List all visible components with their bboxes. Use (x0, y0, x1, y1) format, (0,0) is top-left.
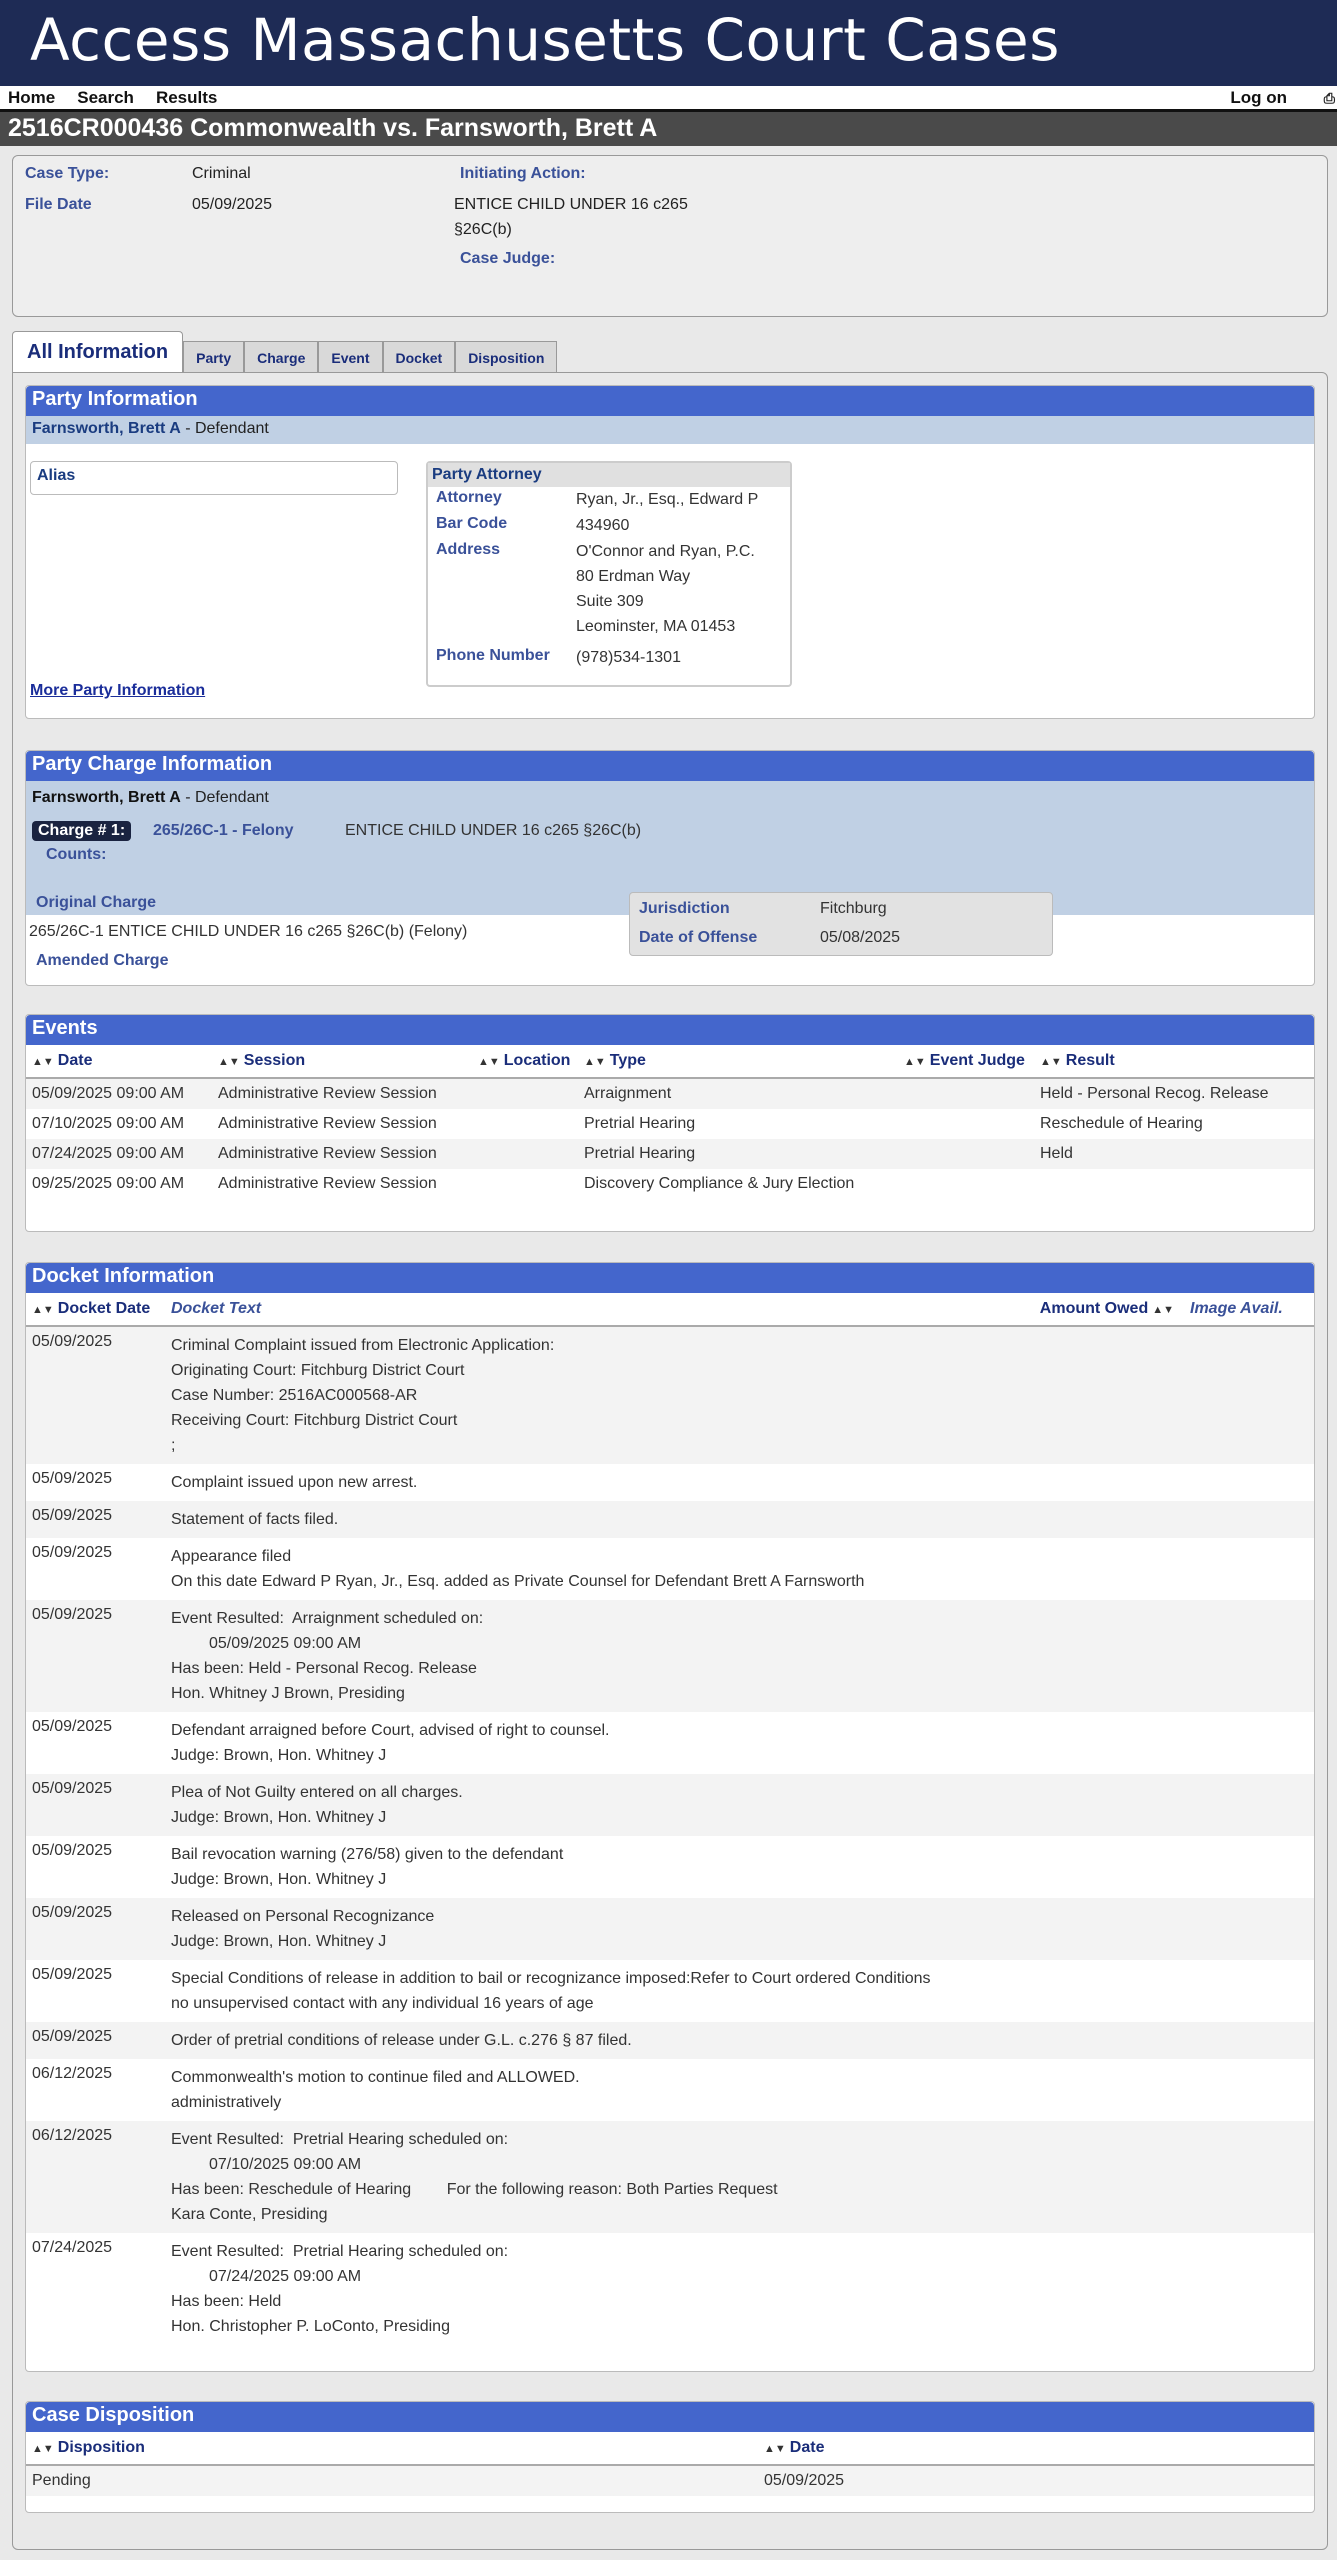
docket-text (165, 1326, 1034, 1464)
charge-code: 265/26C-1 - Felony (153, 822, 294, 839)
docket-text-line: Originating Court: Fitchburg District Court (171, 1362, 465, 1379)
docket-text (165, 1464, 1034, 1501)
docket-amount (1034, 2022, 1184, 2059)
event-location (472, 1109, 578, 1139)
docket-date: 05/09/2025 (32, 1966, 113, 1983)
log-on-link[interactable]: Log on (1230, 87, 1287, 107)
event-type: Arraignment (578, 1078, 898, 1109)
initiating-action-label: Initiating Action: (460, 165, 586, 182)
event-location (472, 1078, 578, 1109)
event-row (26, 1139, 1314, 1169)
docket-text-line: Special Conditions of release in addition to bail or recognizance imposed:Refer to Court ordered Conditions (171, 1970, 931, 1987)
more-party-information-link[interactable]: More Party Information (30, 682, 206, 699)
party-charge-panel (25, 750, 1315, 986)
docket-text-line: Case Number: 2516AC000568-AR (171, 1387, 418, 1404)
event-date: 05/09/2025 09:00 AM (26, 1078, 212, 1109)
docket-date: 05/09/2025 (32, 1718, 113, 1735)
event-judge (898, 1109, 1034, 1139)
docket-text-line: On this date Edward P Ryan, Jr., Esq. added as Private Counsel for Defendant Brett A Farnsworth (171, 1573, 865, 1590)
docket-date: 05/09/2025 (26, 1600, 165, 1712)
party-subheader (26, 416, 1314, 444)
event-type: Pretrial Hearing (584, 1115, 696, 1132)
docket-amount (1034, 1600, 1184, 1712)
event-judge (898, 1169, 1034, 1199)
nav-results-link[interactable]: Results (155, 87, 218, 107)
docket-amount (1034, 2059, 1184, 2121)
disposition-row (26, 2465, 1314, 2496)
event-row (26, 1169, 1314, 1199)
docket-col-text: Docket Text (165, 1293, 1034, 1326)
counts-label: Counts: (46, 846, 107, 863)
docket-text-line: Event Resulted: Arraignment scheduled on: (171, 1610, 484, 1627)
events-col-type[interactable]: ▲▼ Type (578, 1045, 898, 1078)
docket-col-image: Image Avail. (1184, 1293, 1314, 1326)
event-judge (898, 1078, 1034, 1109)
events-panel (25, 1014, 1315, 1232)
docket-date: 06/12/2025 (26, 2121, 165, 2233)
phone-number-label: Phone Number (436, 647, 550, 664)
docket-text-line: Hon. Whitney J Brown, Presiding (171, 1685, 405, 1702)
docket-image (1184, 1464, 1314, 1501)
docket-row (26, 1898, 1314, 1960)
events-col-session[interactable]: ▲▼ Session (212, 1045, 472, 1078)
docket-amount (1034, 2121, 1184, 2233)
date-of-offense-label: Date of Offense (639, 929, 758, 946)
docket-row (26, 1774, 1314, 1836)
original-charge-label: Original Charge (36, 894, 157, 911)
sort-icon: ▲▼ (764, 2443, 786, 2455)
docket-date: 05/09/2025 (26, 1326, 165, 1464)
event-location (472, 1169, 578, 1199)
address-line: 80 Erdman Way (576, 568, 691, 585)
event-session: Administrative Review Session (212, 1078, 472, 1109)
file-date-label: File Date (25, 196, 92, 213)
docket-row (26, 2022, 1314, 2059)
docket-image (1184, 1836, 1314, 1898)
docket-text-line: Appearance filed (171, 1548, 292, 1565)
docket-text-line: 07/24/2025 09:00 AM (209, 2268, 362, 2285)
docket-row (26, 2121, 1314, 2233)
printer-icon[interactable]: ⎙ (1323, 90, 1335, 106)
docket-text-line: Criminal Complaint issued from Electronic Application: (171, 1337, 555, 1354)
docket-amount (1034, 1501, 1184, 1538)
docket-date: 05/09/2025 (26, 1898, 165, 1960)
tab-content (12, 372, 1328, 2550)
docket-image (1184, 1538, 1314, 1600)
case-title-bar (0, 112, 1337, 146)
party-name: Farnsworth, Brett A (32, 420, 181, 437)
docket-row (26, 2233, 1314, 2345)
tab-disposition[interactable]: Disposition (455, 341, 557, 373)
address-line: Leominster, MA 01453 (576, 618, 736, 635)
docket-text (165, 1960, 1034, 2022)
docket-text-line: Has been: Reschedule of Hearing For the following reason: Both Parties Request (171, 2181, 778, 2198)
event-date: 07/10/2025 09:00 AM (32, 1115, 185, 1132)
docket-row (26, 1501, 1314, 1538)
disposition-table (26, 2432, 1314, 2496)
sort-icon: ▲▼ (478, 1056, 500, 1068)
docket-text (165, 1898, 1034, 1960)
docket-image (1184, 1774, 1314, 1836)
docket-text-line: Judge: Brown, Hon. Whitney J (171, 1809, 387, 1826)
docket-row (26, 1326, 1314, 1464)
jurisdiction-value: Fitchburg (820, 900, 887, 917)
events-col-date[interactable]: ▲▼ Date (26, 1045, 212, 1078)
jurisdiction-box (629, 892, 1053, 956)
docket-text-line: Event Resulted: Pretrial Hearing scheduled on: (171, 2243, 509, 2260)
sort-icon: ▲▼ (1152, 1304, 1174, 1316)
docket-text (165, 2121, 1034, 2233)
charge-party-name: Farnsworth, Brett A (32, 789, 181, 806)
docket-row (26, 1600, 1314, 1712)
docket-amount (1034, 1836, 1184, 1898)
event-session: Administrative Review Session (218, 1115, 437, 1132)
charge-party-role: - Defendant (180, 789, 269, 806)
initiating-action-line2: §26C(b) (454, 221, 512, 238)
docket-text (165, 1836, 1034, 1898)
events-col-result[interactable]: ▲▼ Result (1034, 1045, 1314, 1078)
docket-text-line: Judge: Brown, Hon. Whitney J (171, 1747, 387, 1764)
case-type-value: Criminal (192, 165, 251, 182)
sort-icon: ▲▼ (1040, 1056, 1062, 1068)
case-type-label: Case Type: (25, 165, 110, 182)
docket-text (165, 2233, 1034, 2345)
attorney-label: Attorney (436, 489, 502, 506)
amended-charge-label: Amended Charge (36, 952, 169, 969)
docket-date: 07/24/2025 (32, 2239, 113, 2256)
docket-text-line: Has been: Held (171, 2293, 282, 2310)
docket-image (1184, 2022, 1314, 2059)
site-title: Access Massachusetts Court Cases (30, 6, 1060, 74)
events-header: Events (26, 1015, 1314, 1045)
tab-event[interactable]: Event (318, 341, 382, 373)
sort-icon: ▲▼ (904, 1056, 926, 1068)
docket-row (26, 2059, 1314, 2121)
docket-row (26, 1538, 1314, 1600)
docket-table (26, 1293, 1314, 2345)
docket-text (165, 1600, 1034, 1712)
address-value (576, 539, 755, 639)
docket-text (165, 1538, 1034, 1600)
file-date-value: 05/09/2025 (192, 196, 273, 213)
event-result: Held (1034, 1139, 1314, 1169)
docket-image (1184, 1501, 1314, 1538)
docket-amount (1034, 1774, 1184, 1836)
docket-header: Docket Information (26, 1263, 1314, 1293)
phone-number-value: (978)534-1301 (576, 649, 681, 666)
alias-label: Alias (37, 467, 76, 484)
case-disposition-header: Case Disposition (26, 2402, 1314, 2432)
docket-image (1184, 1960, 1314, 2022)
party-role: - Defendant (180, 420, 269, 437)
nav-home-link[interactable]: Home (8, 87, 56, 107)
disposition-col-date[interactable]: ▲▼ Date (758, 2432, 1314, 2465)
event-date: 09/25/2025 09:00 AM (32, 1175, 185, 1192)
docket-text-line: ; (171, 1437, 176, 1454)
docket-date: 05/09/2025 (32, 1470, 113, 1487)
tab-all-information[interactable]: All Information (12, 331, 183, 373)
case-judge-label: Case Judge: (460, 250, 556, 267)
event-judge (898, 1139, 1034, 1169)
docket-row (26, 1712, 1314, 1774)
docket-text-line: no unsupervised contact with any individual 16 years of age (171, 1995, 594, 2012)
date-of-offense-value: 05/08/2025 (820, 929, 901, 946)
party-charge-header: Party Charge Information (26, 751, 1314, 781)
docket-image (1184, 1326, 1314, 1464)
attorney-value: Ryan, Jr., Esq., Edward P (576, 491, 759, 508)
docket-date: 05/09/2025 (32, 1842, 113, 1859)
sort-icon: ▲▼ (218, 1056, 240, 1068)
event-result: Reschedule of Hearing (1040, 1115, 1203, 1132)
docket-text-line: Has been: Held - Personal Recog. Release (171, 1660, 477, 1677)
docket-text-line: Released on Personal Recognizance (171, 1908, 435, 1925)
event-date: 07/24/2025 09:00 AM (26, 1139, 212, 1169)
sort-icon: ▲▼ (32, 2443, 54, 2455)
docket-text (165, 1712, 1034, 1774)
docket-panel (25, 1262, 1315, 2372)
events-table (26, 1045, 1314, 1199)
docket-date: 05/09/2025 (26, 2022, 165, 2059)
site-banner (0, 0, 1337, 86)
disposition-value: Pending (26, 2465, 758, 2496)
case-disposition-panel (25, 2401, 1315, 2513)
case-title: 2516CR000436 Commonwealth vs. Farnsworth, Brett A (8, 114, 658, 142)
case-summary (12, 155, 1328, 317)
docket-date: 05/09/2025 (32, 1544, 113, 1561)
events-col-event-judge[interactable]: ▲▼ Event Judge (898, 1045, 1034, 1078)
tab-docket[interactable]: Docket (383, 341, 456, 373)
docket-date: 05/09/2025 (26, 1774, 165, 1836)
sort-icon: ▲▼ (32, 1304, 54, 1316)
alias-box (30, 461, 398, 495)
disposition-date: 05/09/2025 (758, 2465, 1314, 2496)
party-attorney-title: Party Attorney (428, 463, 790, 487)
address-line: Suite 309 (576, 593, 644, 610)
docket-text (165, 2022, 1034, 2059)
event-result: Held - Personal Recog. Release (1034, 1078, 1314, 1109)
sort-icon: ▲▼ (32, 1056, 54, 1068)
party-information-header: Party Information (26, 386, 1314, 416)
docket-col-date[interactable]: ▲▼ Docket Date (26, 1293, 165, 1326)
event-type: Discovery Compliance & Jury Election (584, 1175, 855, 1192)
jurisdiction-label: Jurisdiction (639, 900, 730, 917)
original-charge-text: 265/26C-1 ENTICE CHILD UNDER 16 c265 §26C(b) (Felony) (29, 923, 468, 940)
docket-text-line: Complaint issued upon new arrest. (171, 1474, 418, 1491)
docket-amount (1034, 1960, 1184, 2022)
docket-text-line: administratively (171, 2094, 282, 2111)
event-session: Administrative Review Session (212, 1139, 472, 1169)
docket-image (1184, 1600, 1314, 1712)
event-result (1034, 1169, 1314, 1199)
initiating-action-line1: ENTICE CHILD UNDER 16 c265 (454, 196, 688, 213)
docket-amount (1034, 1464, 1184, 1501)
docket-text-line: Commonwealth's motion to continue filed and ALLOWED. (171, 2069, 580, 2086)
tab-party[interactable]: Party (183, 341, 244, 373)
docket-image (1184, 2233, 1314, 2345)
docket-text (165, 1774, 1034, 1836)
sort-icon: ▲▼ (584, 1056, 606, 1068)
address-label: Address (436, 541, 501, 558)
docket-amount (1034, 2233, 1184, 2345)
docket-amount (1034, 1898, 1184, 1960)
docket-text-line: Judge: Brown, Hon. Whitney J (171, 1933, 387, 1950)
docket-row (26, 1836, 1314, 1898)
docket-text-line: Bail revocation warning (276/58) given to the defendant (171, 1846, 564, 1863)
docket-text-line: Statement of facts filed. (171, 1511, 339, 1528)
docket-text-line: Order of pretrial conditions of release under G.L. c.276 § 87 filed. (171, 2032, 632, 2049)
docket-image (1184, 2121, 1314, 2233)
party-attorney-box (426, 461, 792, 687)
docket-text-line: Plea of Not Guilty entered on all charges. (171, 1784, 463, 1801)
docket-col-amount[interactable]: Amount Owed ▲▼ (1034, 1293, 1184, 1326)
docket-amount (1034, 1326, 1184, 1464)
docket-date: 06/12/2025 (32, 2065, 113, 2082)
event-location (472, 1139, 578, 1169)
docket-text (165, 2059, 1034, 2121)
top-nav (0, 86, 1337, 112)
event-session: Administrative Review Session (218, 1175, 437, 1192)
docket-date: 05/09/2025 (26, 1501, 165, 1538)
docket-text-line: Receiving Court: Fitchburg District Court (171, 1412, 458, 1429)
bar-code-value: 434960 (576, 517, 630, 534)
docket-row (26, 1464, 1314, 1501)
events-col-location[interactable]: ▲▼ Location (472, 1045, 578, 1078)
section-tabs (12, 331, 557, 373)
docket-text-line: Hon. Christopher P. LoConto, Presiding (171, 2318, 450, 2335)
docket-text-line: Kara Conte, Presiding (171, 2206, 328, 2223)
docket-image (1184, 1712, 1314, 1774)
docket-text-line: Defendant arraigned before Court, advised of right to counsel. (171, 1722, 610, 1739)
docket-row (26, 1960, 1314, 2022)
event-row (26, 1109, 1314, 1139)
docket-image (1184, 1898, 1314, 1960)
event-row (26, 1078, 1314, 1109)
docket-text-line: Event Resulted: Pretrial Hearing scheduled on: (171, 2131, 509, 2148)
nav-search-link[interactable]: Search (77, 87, 134, 107)
docket-text-line: 07/10/2025 09:00 AM (209, 2156, 362, 2173)
disposition-col-disposition[interactable]: ▲▼ Disposition (26, 2432, 758, 2465)
docket-text-line: Judge: Brown, Hon. Whitney J (171, 1871, 387, 1888)
party-information-panel (25, 385, 1315, 719)
docket-amount (1034, 1538, 1184, 1600)
docket-text-line: 05/09/2025 09:00 AM (209, 1635, 362, 1652)
charge-number-badge: Charge # 1: (32, 821, 131, 841)
bar-code-label: Bar Code (436, 515, 508, 532)
docket-image (1184, 2059, 1314, 2121)
address-line: O'Connor and Ryan, P.C. (576, 543, 755, 560)
charge-description: ENTICE CHILD UNDER 16 c265 §26C(b) (345, 822, 642, 839)
docket-amount (1034, 1712, 1184, 1774)
docket-text (165, 1501, 1034, 1538)
event-type: Pretrial Hearing (578, 1139, 898, 1169)
tab-charge[interactable]: Charge (244, 341, 318, 373)
